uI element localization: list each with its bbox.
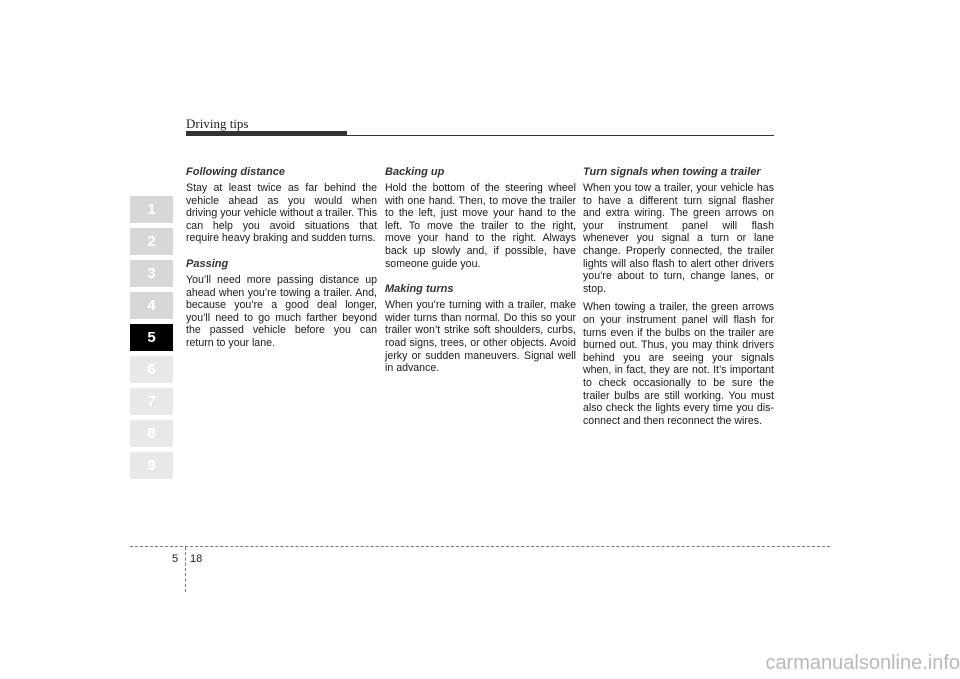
header-rule <box>186 135 774 136</box>
chapter-tab-6[interactable]: 6 <box>130 356 173 383</box>
text-column-3 <box>583 166 774 433</box>
text-column-1 <box>186 166 377 356</box>
chapter-tab-9[interactable]: 9 <box>130 452 173 479</box>
footer-rule <box>130 546 830 547</box>
section-paragraph: When you tow a trailer, your vehicle has to have a different turn signal flasher and extra wiring. The green arrows on your instrument panel will flash whenever you signal a turn or lane change. Properly connected, the trailer lights will also flash to alert other drivers you’re about to turn, change lanes, or stop. <box>583 182 774 295</box>
section-heading-backing-up: Backing up <box>385 166 445 178</box>
chapter-tab-7[interactable]: 7 <box>130 388 173 415</box>
section-heading-turn-signals: Turn signals when towing a trailer <box>583 166 761 178</box>
page-header-title: Driving tips <box>186 116 249 131</box>
footer-page-number: 18 <box>190 553 203 565</box>
chapter-tab-8[interactable]: 8 <box>130 420 173 447</box>
watermark-text: carmanualsonline.info <box>765 652 960 674</box>
footer-divider <box>185 547 186 592</box>
section-heading-following-distance: Following distance <box>186 166 286 178</box>
section-heading-making-turns: Making turns <box>385 283 454 296</box>
chapter-tab-2[interactable]: 2 <box>130 228 173 255</box>
section-paragraph: Stay at least twice as far behind the vehicle ahead as you would when driving your vehicle without a trailer. This can help you avoid situations that require heavy braking and sudden turns. <box>186 182 377 245</box>
section-paragraph: Hold the bottom of the steering wheel with one hand. Then, to move the trailer to the left, just move your hand to the left. To move the trailer to the right, move your hand to the right. Always back up slowly and, if possible, have someone guide you. <box>385 182 576 270</box>
footer-chapter-number: 5 <box>172 553 179 565</box>
section-paragraph: When towing a trailer, the green arrows on your instrument panel will flash for turns even if the bulbs on the trailer are burned out. Thus, you may think drivers behind you are seeing your signals when, in fact, they are not. It’s important to check occasionally to be sure the trailer bulbs are still working. You must also check the lights every time you disconnect and then reconnect the wires. <box>583 301 774 427</box>
section-heading-passing: Passing <box>186 257 229 270</box>
chapter-tab-3[interactable]: 3 <box>130 260 173 287</box>
section-paragraph: You’ll need more passing distance up ahead when you’re towing a trailer. And, because you’re a good deal longer, you’ll need to go much farther beyond the passed vehicle before you can return to your lane. <box>186 273 377 349</box>
chapter-tab-5[interactable]: 5 <box>130 324 173 351</box>
section-paragraph: When you’re turning with a trailer, make wider turns than normal. Do this so your trailer won’t strike soft shoulders, curbs, road signs, trees, or other objects. Avoid jerky or sudden maneuvers. Signal well in advance. <box>385 299 576 375</box>
chapter-tab-bar <box>130 196 173 484</box>
text-column-2 <box>385 166 576 381</box>
chapter-tab-1[interactable]: 1 <box>130 196 173 223</box>
chapter-tab-4[interactable]: 4 <box>130 292 173 319</box>
